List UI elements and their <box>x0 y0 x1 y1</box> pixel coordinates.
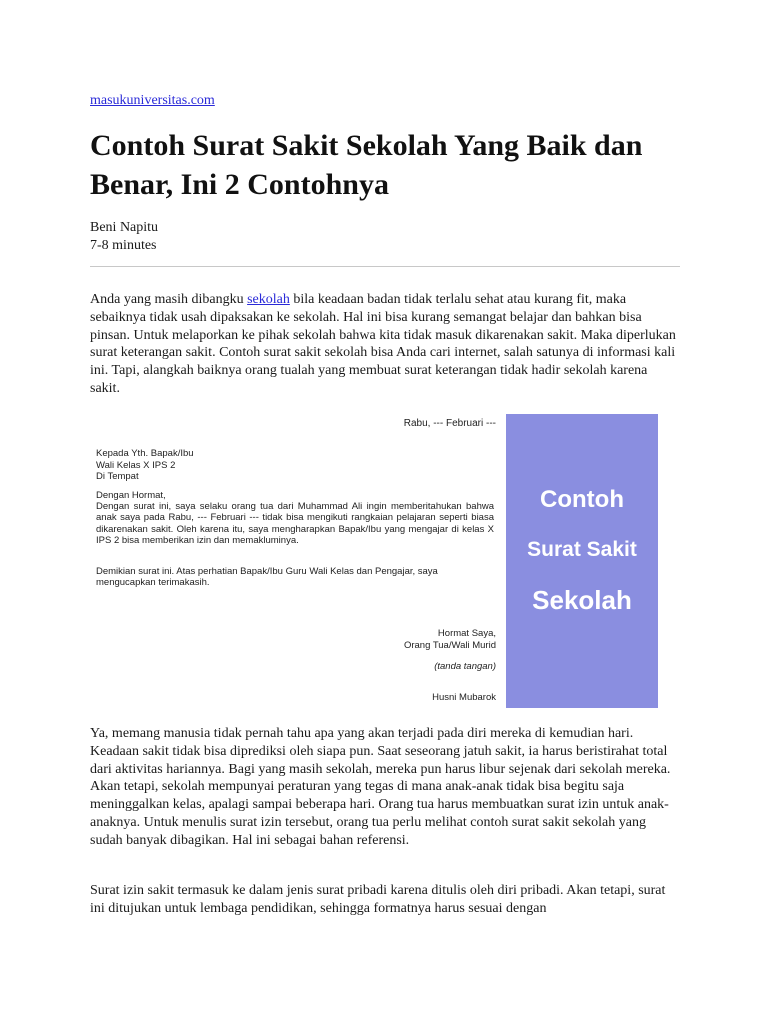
body-paragraph: Surat izin sakit termasuk ke dalam jenis surat pribadi karena ditulis oleh diri pribadi. Akan tetapi, surat ini ditujukan untuk lembaga pendidikan, sehingga formatnya harus sesuai dengan <box>90 883 666 916</box>
sekolah-link[interactable]: sekolah <box>247 292 290 307</box>
body-paragraph: Ya, memang manusia tidak pernah tahu apa yang akan terjadi pada diri mereka di kemudian hari. Keadaan sakit tidak bisa diprediksi oleh siapa pun. Saat seseorang jatuh sakit, ia harus beristirahat total dari aktivitas hariannya. Bagi yang masih sekolah, mereka pun harus libur sejenak dari sekolah mereka. Akan tetapi, sekolah mempunyai peraturan yang tegas di mana anak-anak tidak bisa begitu saja meninggalkan kelas, apalagi sampai beberapa hari. Orang tua harus membuatkan surat izin untuk anak-anaknya. Untuk menulis surat izin tersebut, orang tua perlu melihat contoh surat sakit sekolah yang sudah banyak dibagikan. Hal ini sebagai bahan referensi. <box>90 726 671 848</box>
source-link[interactable]: masukuniversitas.com <box>90 93 215 108</box>
letter-recipient <box>96 448 194 483</box>
letter-closing: Demikian surat ini. Atas perhatian Bapak/Ibu Guru Wali Kelas dan Pengajar, saya mengucapkan terimakasih. <box>96 566 438 589</box>
letter-date: Rabu, --- Februari --- <box>403 418 496 429</box>
author-name: Beni Napitu <box>90 220 159 235</box>
recipient-line: Di Tempat <box>96 471 139 482</box>
cover-graphic <box>506 414 658 708</box>
sample-letter <box>90 414 500 708</box>
cover-line: Contoh <box>540 486 624 513</box>
letter-signoff <box>404 628 496 651</box>
intro-paragraph <box>90 291 680 398</box>
article-title: Contoh Surat Sakit Sekolah Yang Baik dan Benar, Ini 2 Contohnya <box>90 129 643 201</box>
letter-greeting: Dengan Hormat, <box>96 490 166 501</box>
read-time: 7-8 minutes <box>90 238 157 253</box>
letter-body-text: Dengan surat ini, saya selaku orang tua dari Muhammad Ali ingin memberitahukan bahwa anak saya pada Rabu, --- Februari --- tidak bisa mengikuti rangkaian pelajaran seperti biasa dikarenakan sakit. Oleh karena itu, saya mengharapkan Bapak/Ibu yang mengajar di kelas X IPS 2 bisa memberikan izin dan memakluminya. <box>96 501 494 546</box>
signer-name: Husni Mubarok <box>432 692 496 703</box>
intro-text-before: Anda yang masih dibangku <box>90 292 248 307</box>
letter-body <box>96 490 494 546</box>
recipient-line: Kepada Yth. Bapak/Ibu <box>96 448 194 459</box>
signoff-line: Orang Tua/Wali Murid <box>403 639 496 651</box>
cover-line: Sekolah <box>532 585 632 615</box>
divider <box>90 266 680 267</box>
article-illustration <box>90 414 658 708</box>
signoff-line: Hormat Saya, <box>437 628 496 639</box>
signature-note: (tanda tangan) <box>434 661 496 672</box>
intro-text-after: bila keadaan badan tidak terlalu sehat atau kurang fit, maka sebaiknya tidak usah dipaksakan ke sekolah. Hal ini bisa kurang semangat belajar dan bahkan bisa pinsan. Untuk melaporkan ke pihak sekolah bahwa kita tidak masuk dikarenakan sakit. Maka diperlukan surat keterangan sakit. Contoh surat sakit sekolah bisa Anda cari internet, salah satunya di informasi kali ini. Tapi, alangkah baiknya orang tualah yang membuat surat keterangan tidak hadir sekolah karena sakit. <box>90 292 676 396</box>
article-meta <box>90 219 158 255</box>
cover-line: Surat Sakit <box>527 538 637 561</box>
recipient-line: Wali Kelas X IPS 2 <box>96 459 176 471</box>
